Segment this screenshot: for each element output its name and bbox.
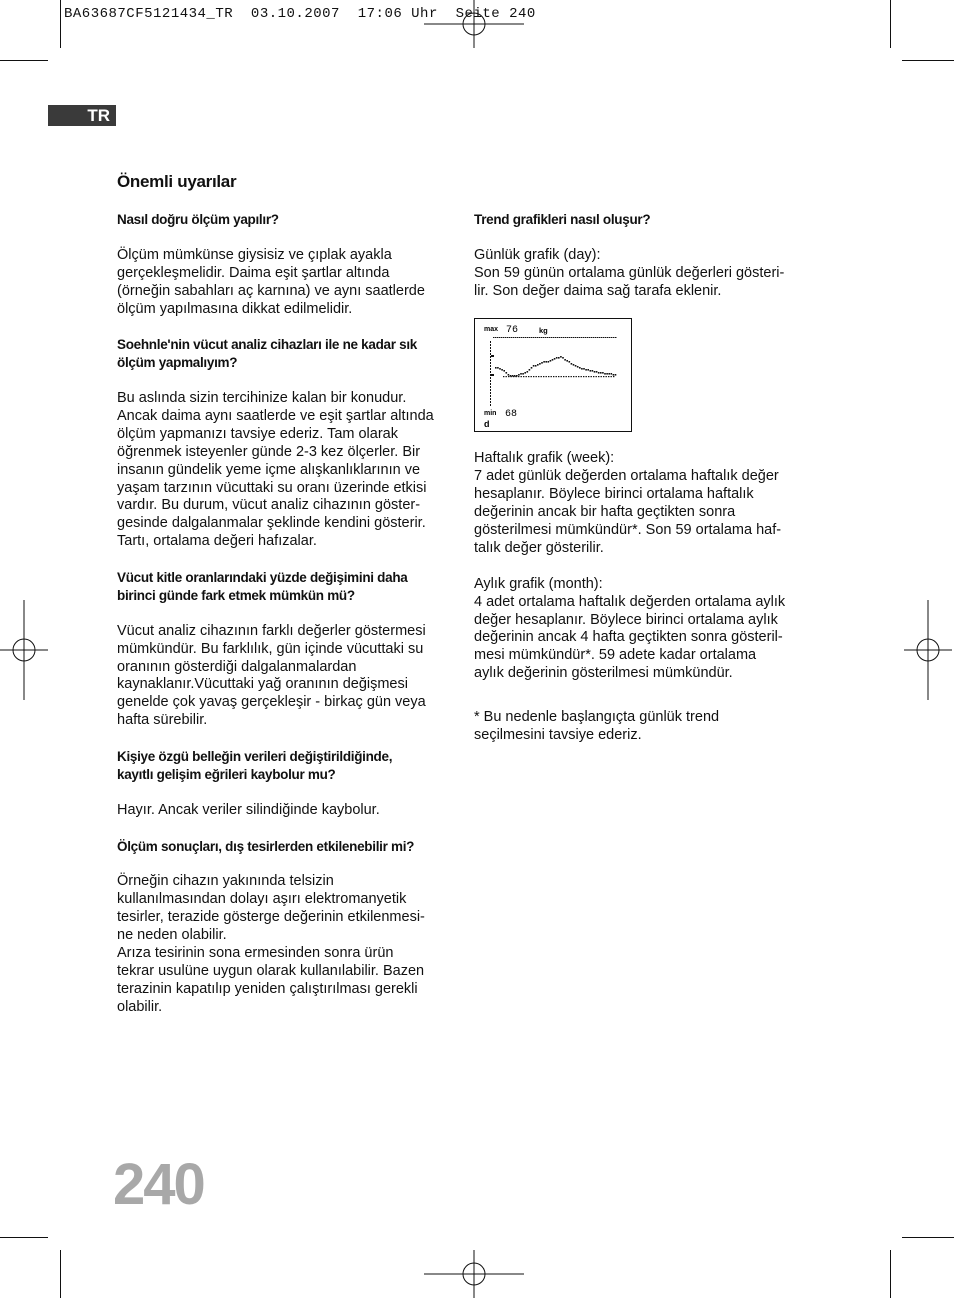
display-segment [511, 376, 512, 377]
crop-mark [890, 0, 891, 48]
display-segment [507, 337, 509, 338]
display-segment [513, 337, 515, 338]
display-segment [495, 367, 497, 369]
display-segment [573, 376, 574, 377]
language-tab: TR [48, 105, 116, 126]
display-segment [615, 337, 617, 338]
display-segment [491, 355, 494, 357]
display-segment [518, 374, 520, 376]
display-segment [581, 376, 582, 377]
page-number: 240 [113, 1152, 204, 1217]
left-column [117, 211, 457, 1035]
display-segment [497, 337, 499, 338]
display-segment [524, 372, 526, 374]
display-segment [517, 337, 519, 338]
display-segment [552, 359, 554, 361]
display-segment [521, 337, 523, 338]
display-segment [499, 337, 501, 338]
question-heading: Vücut kitle oranlarındaki yüzde değişimini daha birinci günde fark etmek mümkün mü? [117, 570, 408, 603]
display-segment [526, 376, 527, 377]
display-segment [583, 368, 585, 370]
answer-paragraph: Örneğin cihazın yakınında telsizin kullanılmasından dolayı aşırı elektromanyetik tesirler, terazide gösterge değerinin etkilenmesi- ne neden olabilir. Arıza tesirinin sona ermesinden sonra ürün tekrar usulüne uygun olarak kullanılabilir. Bazen terazinin kapatılıp yeniden çalıştırılması gerekli olabilir. [117, 873, 425, 1015]
registration-mark [424, 1250, 524, 1298]
display-segment [583, 337, 585, 338]
footnote: * Bu nedenle başlangıçta günlük trend seçilmesini tavsiye ederiz. [474, 709, 720, 744]
crop-mark [60, 0, 61, 48]
display-segment [490, 356, 491, 358]
display-segment [560, 356, 562, 358]
display-segment [529, 369, 531, 371]
display-segment [613, 337, 615, 338]
registration-mark [0, 600, 48, 700]
display-segment [565, 337, 567, 338]
display-segment [490, 383, 491, 385]
display-segment [591, 337, 593, 338]
crop-mark [902, 1237, 954, 1238]
display-segment [583, 376, 584, 377]
display-segment [605, 337, 607, 338]
crop-mark [902, 60, 954, 61]
display-segment [490, 401, 491, 403]
display-segment [519, 337, 521, 338]
display-segment [531, 367, 533, 369]
display-segment [490, 398, 491, 400]
display-segment [595, 337, 597, 338]
display-segment [508, 374, 510, 376]
display-segment [554, 358, 556, 360]
display-segment [611, 376, 612, 377]
question-heading: Nasıl doğru ölçüm yapılır? [117, 212, 279, 227]
answer-paragraph: Ölçüm mümkünse giysisiz ve çıplak ayakla gerçekleşmelidir. Daima eşit şartlar altında (örneğin sabahları aç karnına) ve aynı saatlerde ölçüm yapılmasına dikkat edilmelidir. [117, 246, 425, 317]
display-segment [581, 368, 583, 370]
display-segment [499, 368, 501, 370]
trend-heading: Trend grafikleri nasıl oluşur? [474, 212, 651, 227]
display-segment [550, 360, 552, 362]
display-segment [523, 337, 525, 338]
display-segment [548, 361, 550, 363]
display-segment [541, 337, 543, 338]
weekly-graph-text: Haftalık grafik (week): 7 adet günlük değerden ortalama haftalık değer hesaplanır. Böylece birinci ortalama haftalık değerinin ancak bir hafta geçtikten sonra gösterilmesi mümkündür*. Son 59 ortalama haf- talık değer gösterilir. [474, 450, 782, 556]
display-segment [490, 395, 491, 397]
display-segment [566, 376, 567, 377]
display-segment [608, 373, 610, 375]
display-segment [503, 376, 504, 377]
display-segment [600, 372, 602, 374]
display-segment [585, 369, 587, 371]
right-column [474, 211, 814, 763]
question-heading: Soehnle'nin vücut analiz cihazları ile ne kadar sık ölçüm yapmalıyım? [117, 337, 418, 371]
display-segment [590, 370, 592, 372]
display-segment [576, 376, 577, 377]
display-segment [531, 376, 532, 377]
display-segment [490, 359, 491, 361]
display-segment [493, 337, 495, 338]
trend-display [474, 318, 632, 432]
question-heading: Kişiye özgü belleğin verileri değiştirildiğinde, kayıtlı gelişim eğrileri kaybolur mu? [117, 749, 393, 782]
display-segment [563, 376, 564, 377]
display-segment [577, 337, 579, 338]
period-label: d [484, 419, 490, 430]
display-segment [490, 362, 491, 364]
display-segment [573, 364, 575, 366]
display-segment [527, 337, 529, 338]
display-segment [537, 337, 539, 338]
display-segment [551, 337, 553, 338]
page-title: Önemli uyarılar [117, 172, 237, 191]
display-segment [523, 376, 524, 377]
display-segment [548, 376, 549, 377]
display-segment [585, 337, 587, 338]
display-segment [613, 376, 614, 377]
display-segment [490, 341, 491, 343]
unit-label: kg [539, 326, 548, 336]
display-segment [520, 373, 522, 375]
display-segment [506, 372, 508, 374]
display-segment [543, 337, 545, 338]
display-segment [593, 337, 595, 338]
display-segment [558, 357, 560, 359]
display-segment [555, 337, 557, 338]
display-segment [615, 374, 617, 376]
monthly-graph-text: Aylık grafik (month): 4 adet ortalama haftalık değerden ortalama aylık değer hesaplanır. Böylece birinci ortalama aylık değerinin ancak 4 hafta geçtikten sonra gösteril- mesi mümkündür*. 59 adete kadar ortalama aylık değerinin gösterilmesi mümkündür. [474, 575, 786, 682]
display-segment [569, 337, 571, 338]
display-segment [557, 337, 559, 338]
max-label: max [484, 326, 499, 334]
display-segment [490, 365, 491, 367]
display-segment [521, 376, 522, 377]
question-heading: Ölçüm sonuçları, dış tesirlerden etkilenebilir mi? [117, 838, 415, 854]
display-segment [546, 376, 547, 377]
display-segment [535, 365, 537, 367]
display-segment [601, 337, 603, 338]
display-segment [505, 337, 507, 338]
display-segment [531, 337, 533, 338]
display-segment [543, 376, 544, 377]
display-segment [491, 374, 494, 376]
min-value: 68 [505, 409, 518, 421]
display-segment [591, 376, 592, 377]
display-segment [490, 350, 491, 352]
display-segment [559, 337, 561, 338]
display-segment [602, 372, 604, 374]
display-segment [545, 337, 547, 338]
display-segment [490, 377, 491, 379]
display-segment [579, 337, 581, 338]
display-segment [606, 373, 608, 375]
display-segment [508, 376, 509, 377]
display-segment [541, 362, 543, 364]
display-segment [597, 337, 599, 338]
display-segment [593, 376, 594, 377]
display-segment [603, 337, 605, 338]
display-segment [598, 376, 599, 377]
display-segment [607, 337, 609, 338]
display-segment [564, 359, 566, 361]
answer-paragraph: Bu aslında sizin tercihinize kalan bir konudur. Ancak daima aynı saatlerde ve eşit şartlar altında ölçüm yapmanızı tavsiye ederiz. Tam olarak öğrenmek isteyenler günde 2-3 kez ölçerler. Bir insanın gündelik yeme içme alışkanlıklarının ve yaşam tarzının vücuttaki su oranı üzerinde etkisi vardır. Bu durum, vücut analiz cihazının göster- gesinde dalgalanmalar şeklinde kendini gösterir. Tartı, ortalama değeri hafızalar. [117, 390, 434, 550]
display-segment [537, 364, 539, 366]
display-segment [509, 337, 511, 338]
display-segment [561, 376, 562, 377]
daily-graph-text: Günlük grafik (day): Son 59 günün ortalama günlük değerleri gösteri- lir. Son değer daima sağ tarafa eklenir. [474, 246, 785, 299]
display-segment [567, 337, 569, 338]
display-segment [561, 337, 563, 338]
display-segment [501, 369, 503, 371]
display-segment [541, 376, 542, 377]
display-segment [579, 367, 581, 369]
display-segment [528, 376, 529, 377]
display-segment [571, 337, 573, 338]
display-segment [543, 361, 545, 363]
display-segment [490, 380, 491, 382]
display-segment [556, 357, 558, 359]
display-segment [535, 337, 537, 338]
display-segment [490, 344, 491, 346]
display-segment [506, 376, 507, 377]
display-segment [511, 337, 513, 338]
display-segment [604, 373, 606, 375]
display-segment [501, 337, 503, 338]
display-segment [490, 347, 491, 349]
display-segment [533, 365, 535, 367]
display-segment [503, 337, 505, 338]
display-segment [549, 337, 551, 338]
display-segment [596, 371, 598, 373]
display-segment [556, 376, 557, 377]
display-segment [592, 370, 594, 372]
display-segment [525, 337, 527, 338]
display-segment [575, 337, 577, 338]
display-segment [575, 365, 577, 367]
display-segment [518, 376, 519, 377]
display-segment [588, 376, 589, 377]
display-segment [539, 337, 541, 338]
display-segment [533, 376, 534, 377]
display-segment [608, 376, 609, 377]
display-segment [587, 369, 589, 371]
answer-paragraph: Vücut analiz cihazının farklı değerler göstermesi mümkündür. Bu farklılık, gün içinde vücuttaki su oranının gösterdiği dalgalanmalardan kaynaklanır.Vücuttaki yağ oranının değişmesi genelde çok yavaş gerçekleşir - birkaç gün veya hafta sürebilir. [117, 622, 426, 729]
display-segment [578, 376, 579, 377]
display-segment [606, 376, 607, 377]
display-segment [611, 337, 613, 338]
display-segment [573, 337, 575, 338]
display-segment [513, 376, 514, 377]
display-segment [609, 337, 611, 338]
crop-mark [60, 1250, 61, 1298]
display-segment [581, 337, 583, 338]
display-segment [613, 374, 615, 376]
display-segment [490, 374, 491, 376]
display-segment [611, 373, 613, 375]
display-segment [553, 337, 555, 338]
display-segment [594, 371, 596, 373]
trend-display-graphic [475, 319, 631, 431]
display-segment [495, 337, 497, 338]
min-label: min [484, 410, 497, 418]
display-segment [596, 376, 597, 377]
crop-mark [890, 1250, 891, 1298]
display-segment [539, 363, 541, 365]
max-value: 76 [506, 325, 519, 337]
display-segment [527, 371, 529, 373]
display-segment [490, 353, 491, 355]
answer-paragraph: Hayır. Ancak veriler silindiğinde kaybolur. [117, 801, 380, 818]
registration-mark [904, 600, 952, 700]
display-segment [490, 386, 491, 388]
display-segment [568, 376, 569, 377]
display-segment [490, 392, 491, 394]
crop-mark [0, 60, 48, 61]
display-segment [490, 371, 491, 373]
display-segment [515, 337, 517, 338]
trend-curve [490, 337, 617, 406]
display-segment [536, 376, 537, 377]
display-segment [569, 361, 571, 363]
display-segment [599, 337, 601, 338]
display-segment [490, 404, 491, 406]
display-segment [551, 376, 552, 377]
display-segment [533, 337, 535, 338]
display-segment [490, 389, 491, 391]
display-segment [516, 376, 517, 377]
display-segment [558, 376, 559, 377]
print-header: BA63687CF5121434_TR 03.10.2007 17:06 Uhr Seite 240 [64, 6, 536, 22]
display-segment [566, 360, 568, 362]
display-segment [503, 370, 505, 372]
display-segment [545, 361, 547, 363]
display-segment [563, 337, 565, 338]
display-segment [577, 366, 579, 368]
display-segment [571, 363, 573, 365]
display-segment [603, 376, 604, 377]
display-segment [587, 337, 589, 338]
display-segment [538, 376, 539, 377]
crop-mark [0, 1237, 48, 1238]
display-segment [598, 372, 600, 374]
display-segment [589, 337, 591, 338]
display-segment [601, 376, 602, 377]
display-segment [547, 337, 549, 338]
display-segment [490, 368, 491, 370]
display-segment [529, 337, 531, 338]
display-segment [522, 373, 524, 375]
display-segment [497, 367, 499, 369]
display-segment [562, 357, 564, 359]
display-segment [586, 376, 587, 377]
display-segment [571, 376, 572, 377]
display-segment [553, 376, 554, 377]
